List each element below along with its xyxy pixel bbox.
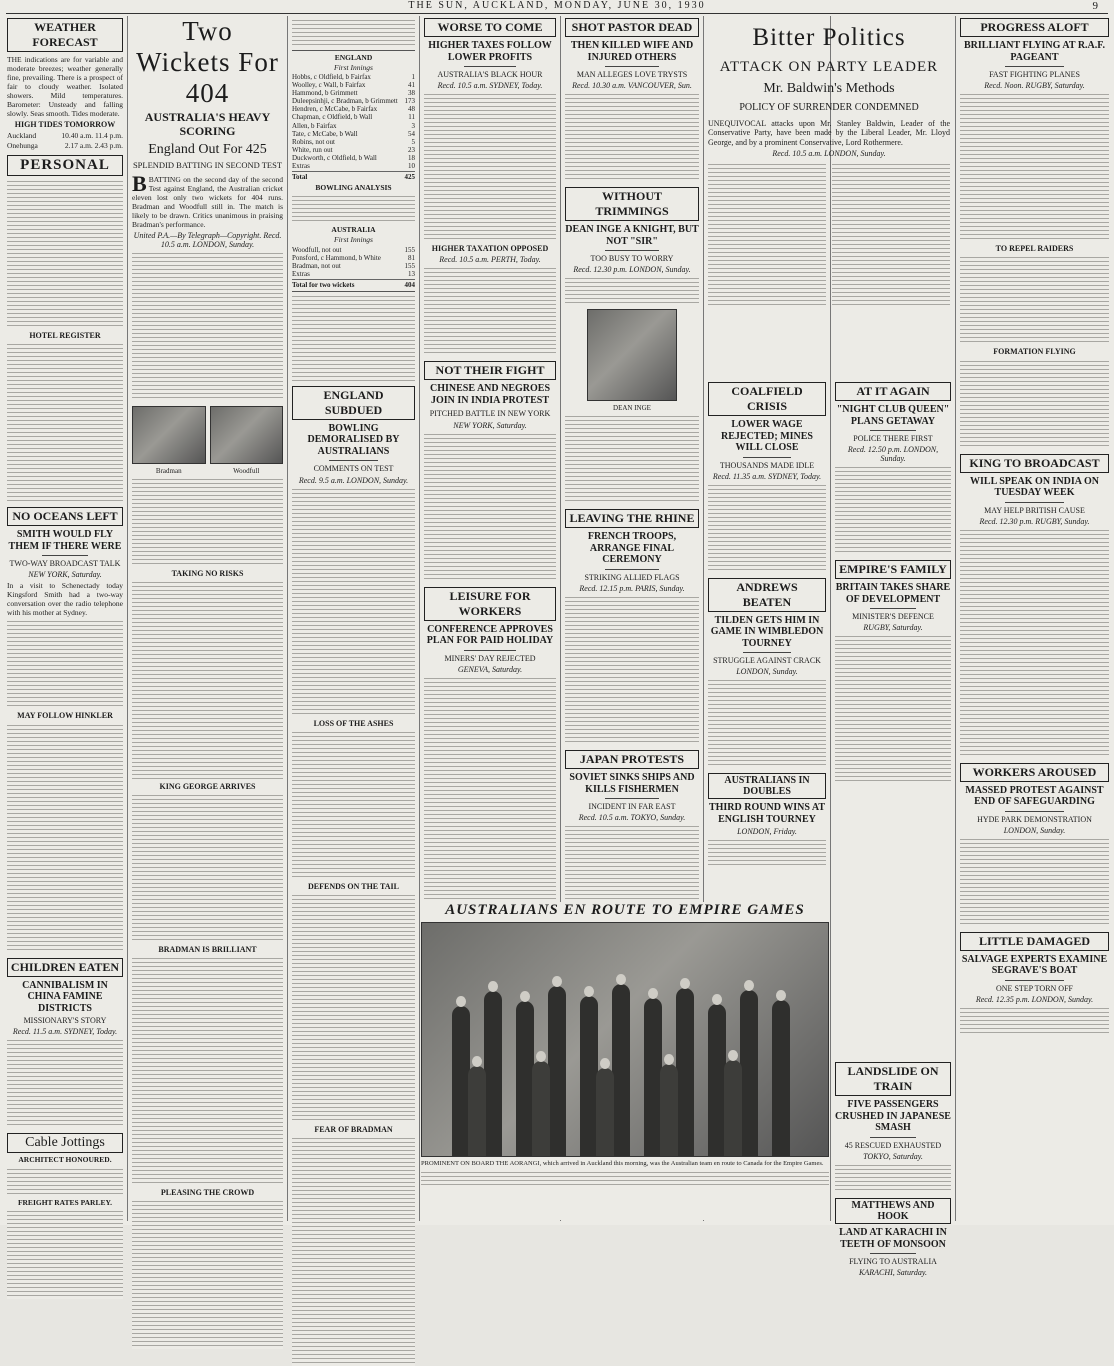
score-row: Duleepsinhji, c Bradman, b Grimmett 173 <box>292 97 415 106</box>
deck: LAND AT KARACHI IN TEETH OF MONSOON <box>839 1227 947 1250</box>
article-not-their-fight <box>424 361 556 581</box>
dateline: Recd. 12.30 p.m. RUGBY, Sunday. <box>979 516 1090 526</box>
deck: FRENCH TROOPS, ARRANGE FINAL CEREMONY <box>587 531 677 566</box>
illegible-text <box>960 255 1109 345</box>
article-no-oceans <box>7 507 123 952</box>
illegible-text <box>132 251 283 401</box>
headline: EMPIRE'S FAMILY <box>835 560 951 579</box>
column-6-left <box>705 380 829 837</box>
headline: JAPAN PROTESTS <box>565 750 699 769</box>
weather-forecast <box>7 18 123 150</box>
subhead: LOSS OF THE ASHES <box>313 718 394 728</box>
subhead: MAY FOLLOW HINKLER <box>17 711 113 721</box>
illegible-text <box>292 194 415 224</box>
illegible-text <box>132 477 283 567</box>
dateline: TOKYO, Saturday. <box>863 1152 923 1162</box>
subhead: THOUSANDS MADE IDLE <box>719 460 815 470</box>
personal-column <box>7 155 123 502</box>
article-andrews-beaten <box>708 578 826 769</box>
player-photos <box>132 403 283 475</box>
headline: LEAVING THE RHINE <box>565 509 699 528</box>
score-row: Allen, b Fairfax 3 <box>292 121 415 130</box>
article-japan-protests <box>565 750 699 914</box>
lead-paragraph: BBATTING on the second day of the second Test against England, the Australian cricket eleven lost only two wickets for 404 runs. Bradman and Woodfull still in. The match is likely to be drawn. Critics unanimous in praising Bradman's performance. <box>132 170 283 229</box>
subhead: TAKING NO RISKS <box>171 568 244 578</box>
deck: "NIGHT CLUB QUEEN" PLANS GETAWAY <box>836 404 950 427</box>
dateline: Recd. 10.5 a.m. TOKYO, Sunday. <box>578 813 686 823</box>
deck: TILDEN GETS HIM IN GAME IN WIMBLEDON TOURNEY <box>710 614 824 649</box>
article-little-damaged <box>960 932 1109 1036</box>
illegible-text <box>7 1209 123 1299</box>
score-row: Extras 10 <box>292 161 415 170</box>
tide-row: Auckland 10.40 a.m. 11.4 p.m. <box>7 131 123 141</box>
subhead: MINISTER'S DEFENCE <box>852 612 934 622</box>
headline: Two Wickets For 404 <box>136 16 279 109</box>
headline: WORKERS AROUSED <box>960 763 1109 782</box>
subhead: POLICE THERE FIRST <box>853 434 933 443</box>
deck: THIRD ROUND WINS AT ENGLISH TOURNEY <box>708 802 826 825</box>
illegible-text <box>835 634 951 784</box>
deck: DEAN INGE A KNIGHT, BUT NOT "SIR" <box>565 224 699 247</box>
photo-caption: Woodfull <box>233 466 260 475</box>
headline: Cable Jottings <box>7 1133 123 1153</box>
article-worse-to-come <box>424 18 556 356</box>
illegible-text <box>960 359 1109 449</box>
subhead: STRIKING ALLIED FLAGS <box>584 572 680 582</box>
subhead: MAY HELP BRITISH CAUSE <box>984 505 1085 515</box>
article-leisure <box>424 587 556 936</box>
deck: ATTACK ON PARTY LEADER <box>719 58 939 75</box>
deck: FIVE PASSENGERS CRUSHED IN JAPANESE SMASH <box>835 1099 951 1134</box>
deck: SMITH WOULD FLY THEM IF THERE WERE <box>8 529 122 552</box>
item-head: FREIGHT RATES PARLEY. <box>17 1197 113 1207</box>
team-photo <box>421 922 829 1157</box>
dateline: NEW YORK, Saturday. <box>453 420 527 430</box>
illegible-text <box>7 1167 123 1197</box>
page-number: 9 <box>1092 0 1100 12</box>
subhead: 45 RESCUED EXHAUSTED <box>844 1140 942 1150</box>
headline: AT IT AGAIN <box>835 382 951 401</box>
dateline: LONDON, Sunday. <box>1003 825 1066 835</box>
dean-inge-photo <box>587 309 677 401</box>
subhead: MISSIONARY'S STORY <box>23 1016 107 1025</box>
headline: LITTLE DAMAGED <box>960 932 1109 951</box>
dateline: Recd. 10.30 a.m. VANCOUVER, Sun. <box>572 81 692 91</box>
score-row: Duckworth, c Oldfield, b Wall 18 <box>292 153 415 162</box>
score-row: Woolley, c Wall, b Fairfax 41 <box>292 81 415 90</box>
score-row: Hammond, b Grimmett 38 <box>292 89 415 98</box>
headline: PROGRESS ALOFT <box>960 18 1109 37</box>
dateline: Recd. 10.5 a.m. PERTH, Today. <box>439 255 541 265</box>
subhead: FLYING TO AUSTRALIA <box>849 1257 937 1267</box>
article-at-it-again <box>835 382 951 555</box>
dateline: United P.A.—By Telegraph—Copyright. Recd. 10.5 a.m. LONDON, Sunday. <box>133 230 282 249</box>
subhead: MINERS' DAY REJECTED <box>444 653 536 663</box>
headline: MATTHEWS AND HOOK <box>835 1198 951 1224</box>
deck: BRILLIANT FLYING AT R.A.F. PAGEANT <box>964 40 1105 63</box>
subhead: FEAR OF BRADMAN <box>314 1125 393 1135</box>
dateline: Recd. 9.5 a.m. LONDON, Sunday. <box>298 475 409 485</box>
column-2 <box>129 16 286 1221</box>
illegible-text <box>565 824 699 914</box>
illegible-text <box>835 465 951 555</box>
subhead: FORMATION FLYING <box>993 347 1076 357</box>
article-two-wickets <box>132 16 283 1349</box>
score-row: Bradman, not out 155 <box>292 261 415 270</box>
score-rows <box>292 73 415 170</box>
personal-heading: PERSONAL <box>7 155 123 176</box>
masthead-rule <box>6 13 1108 14</box>
subhead: AUSTRALIA'S BLACK HOUR <box>437 70 543 79</box>
illegible-text <box>832 162 950 307</box>
illegible-text <box>421 1170 829 1186</box>
deck: England Out For 425 <box>148 141 267 157</box>
dateline: KARACHI, Saturday. <box>859 1268 927 1278</box>
dateline: RUGBY, Saturday. <box>863 623 923 633</box>
illegible-text <box>7 179 123 329</box>
deck: CANNIBALISM IN CHINA FAMINE DISTRICTS <box>22 979 108 1014</box>
article-without-trimmings <box>565 187 699 504</box>
weather-heading: WEATHER FORECAST <box>7 18 123 52</box>
article-workers-aroused <box>960 763 1109 927</box>
article-leaving-rhine <box>565 509 699 745</box>
illegible-text <box>292 294 415 384</box>
score-row: Woodfull, not out 155 <box>292 245 415 254</box>
illegible-text <box>565 276 699 306</box>
subhead: POLICY OF SURRENDER CONDEMNED <box>739 102 919 114</box>
deck: LOWER WAGE REJECTED; MINES WILL CLOSE <box>721 419 813 453</box>
illegible-text <box>132 793 283 943</box>
subhead: FAST FIGHTING PLANES <box>989 70 1080 79</box>
subhead: MAN ALLEGES LOVE TRYSTS <box>576 70 688 79</box>
cable-jottings <box>7 1133 123 1299</box>
bradman-photo <box>132 406 206 464</box>
illegible-text <box>708 838 826 868</box>
column-rule <box>419 16 420 1221</box>
dateline: Recd. 10.5 a.m. SYDNEY, Today. <box>437 81 543 91</box>
headline: Bitter Politics <box>752 24 906 51</box>
dateline: Recd. 12.50 p.m. LONDON, Sunday. <box>847 445 939 464</box>
dateline: GENEVA, Saturday. <box>457 664 523 674</box>
item-head: ARCHITECT HONOURED. <box>18 1155 112 1165</box>
masthead <box>0 0 1114 12</box>
deck: SALVAGE EXPERTS EXAMINE SEGRAVE'S BOAT <box>961 953 1108 977</box>
tides-heading: HIGH TIDES TOMORROW <box>14 120 116 129</box>
dateline: Recd. 11.5 a.m. SYDNEY, Today. <box>12 1027 118 1037</box>
headline: ANDREWS BEATEN <box>708 578 826 612</box>
deck: BOWLING DEMORALISED BY AUSTRALIANS <box>307 422 400 457</box>
subhead: BRADMAN IS BRILLIANT <box>158 944 257 954</box>
empire-games-feature <box>421 902 829 1220</box>
illegible-text <box>708 483 826 573</box>
dateline: Recd. Noon. RUGBY, Saturday. <box>984 81 1085 91</box>
subhead: KING GEORGE ARRIVES <box>159 781 256 791</box>
article-england-subdued <box>292 386 415 1366</box>
subhead: ONE STEP TORN OFF <box>996 983 1073 993</box>
dateline: LONDON, Friday. <box>737 827 797 837</box>
score-total: Total for two wickets 404 <box>292 280 415 289</box>
lead-paragraph: In a visit to Schenectady today Kingsford Smith had a two-way conversation over the radio telephone with his mother at Sydney. <box>7 581 123 618</box>
illegible-text <box>424 676 556 936</box>
column-rule <box>287 16 288 1221</box>
column-6-top <box>705 16 953 376</box>
dateline: Recd. 12.35 p.m. LONDON, Sunday. <box>975 995 1094 1005</box>
photo-caption: DEAN INGE <box>613 404 651 413</box>
column-1 <box>4 16 126 1221</box>
subhead: COMMENTS ON TEST <box>313 464 394 474</box>
dateline: LONDON, Sunday. <box>736 667 798 677</box>
article-bitter-politics <box>708 24 950 309</box>
headline: LANDSLIDE ON TRAIN <box>835 1062 951 1096</box>
illegible-text <box>132 1199 283 1349</box>
illegible-text <box>292 730 415 880</box>
headline: NO OCEANS LEFT <box>7 507 123 526</box>
article-coalfield <box>708 382 826 573</box>
column-7 <box>957 16 1112 1221</box>
headline: CHILDREN EATEN <box>7 958 123 977</box>
illegible-text <box>292 893 415 1123</box>
illegible-text <box>424 266 556 356</box>
innings-label: First Innings <box>334 235 373 245</box>
illegible-text <box>7 619 123 709</box>
illegible-text <box>424 432 556 582</box>
illegible-text <box>424 92 556 242</box>
feature-banner: AUSTRALIANS EN ROUTE TO EMPIRE GAMES <box>445 902 805 918</box>
illegible-text <box>835 1163 951 1193</box>
illegible-text <box>292 18 415 48</box>
score-row: Chapman, c Oldfield, b Wall 11 <box>292 113 415 122</box>
score-row: Tate, c McCabe, b Wall 54 <box>292 129 415 138</box>
headline: NOT THEIR FIGHT <box>424 361 556 380</box>
subhead: HIGHER TAXATION OPPOSED <box>431 244 549 254</box>
photo-caption: PROMINENT ON BOARD THE AORANGI, which arrived in Auckland this morning, was the Australian team en route to Canada for the Empire Games. <box>421 1160 824 1167</box>
illegible-text <box>132 580 283 780</box>
deck: THEN KILLED WIFE AND INJURED OTHERS <box>570 40 694 63</box>
score-row: Hobbs, c Oldfield, b Fairfax 1 <box>292 73 415 82</box>
illegible-text <box>565 595 699 745</box>
deck: WILL SPEAK ON INDIA ON TUESDAY WEEK <box>970 475 1099 499</box>
subhead: STRUGGLE AGAINST CRACK <box>713 656 821 666</box>
subhead: TO REPEL RAIDERS <box>995 244 1074 254</box>
column-3 <box>289 16 418 1221</box>
headline: LEISURE FOR WORKERS <box>424 587 556 621</box>
woodfull-photo <box>210 406 284 464</box>
headline: AUSTRALIANS IN DOUBLES <box>708 773 826 799</box>
column-rule <box>955 16 956 1221</box>
deck: MASSED PROTEST AGAINST END OF SAFEGUARDING <box>965 784 1104 808</box>
deck: AUSTRALIA'S HEAVY SCORING <box>144 110 271 138</box>
deck: BRITAIN TAKES SHARE OF DEVELOPMENT <box>835 582 951 605</box>
subhead: HYDE PARK DEMONSTRATION <box>977 814 1092 824</box>
lead-paragraph: UNEQUIVOCAL attacks upon Mr. Stanley Baldwin, Leader of the Conservative Party, have been made by the Liberal Leader, Mr. Lloyd George, and by a prominent Conservative, Lord Rothermere. <box>708 118 950 147</box>
deck: SOVIET SINKS SHIPS AND KILLS FISHERMEN <box>569 772 695 795</box>
illegible-text <box>960 837 1109 927</box>
illegible-text <box>132 956 283 1186</box>
article-king-broadcast <box>960 454 1109 758</box>
article-doubles <box>708 773 826 868</box>
deck: CHINESE AND NEGROES JOIN IN INDIA PROTEST <box>429 383 551 406</box>
column-rule <box>127 16 128 1221</box>
subhead: TWO-WAY BROADCAST TALK <box>9 559 121 569</box>
illegible-text <box>708 162 826 307</box>
illegible-text <box>292 1136 415 1366</box>
article-empire-family <box>835 560 951 784</box>
dateline: NEW YORK, Saturday. <box>28 570 102 580</box>
dateline: Recd. 10.5 a.m. LONDON, Sunday. <box>772 149 886 159</box>
tide-row: Onehunga 2.17 a.m. 2.43 p.m. <box>7 140 123 150</box>
illegible-text <box>960 92 1109 242</box>
illegible-text <box>565 92 699 182</box>
team-title: ENGLAND <box>334 53 373 62</box>
deck: HIGHER TAXES FOLLOW LOWER PROFITS <box>428 40 552 63</box>
headline: ENGLAND SUBDUED <box>292 386 415 420</box>
score-row: Hendren, c McCabe, b Fairfax 48 <box>292 105 415 114</box>
hotel-heading: HOTEL REGISTER <box>29 330 101 340</box>
headline: WITHOUT TRIMMINGS <box>565 187 699 221</box>
score-rows <box>292 246 415 278</box>
headline: SHOT PASTOR DEAD <box>565 18 699 37</box>
illegible-text <box>7 723 123 953</box>
tide-table <box>7 131 123 150</box>
score-row: Ponsford, c Hammond, b White 81 <box>292 253 415 262</box>
scoreboard <box>292 50 415 292</box>
article-pastor <box>565 18 699 182</box>
dateline: Recd. 12.30 p.m. LONDON, Sunday. <box>573 265 691 275</box>
illegible-text <box>708 678 826 768</box>
illegible-text <box>292 487 415 717</box>
article-progress-aloft <box>960 18 1109 449</box>
score-row: Robins, not out 5 <box>292 137 415 146</box>
deck: CONFERENCE APPROVES PLAN FOR PAID HOLIDAY <box>426 623 554 647</box>
article-landslide <box>835 1062 951 1193</box>
score-total: Total 425 <box>292 172 415 181</box>
illegible-text <box>960 528 1109 758</box>
subhead: PLEASING THE CROWD <box>160 1188 255 1198</box>
photo-caption: Bradman <box>155 466 182 475</box>
score-row: Extras 13 <box>292 269 415 278</box>
weather-text: THE indications are for variable and moderate breezes; weather generally fine, prevailing. There is a prospect of fair to cloudy weather. Isolated showers. Mild temperatures. Barometer: Unsteady and falling slowly. Seas smooth. Tides moderate. <box>7 55 123 118</box>
innings-label: First Innings <box>334 62 373 72</box>
column-5 <box>562 16 702 834</box>
subhead: INCIDENT IN FAR EAST <box>588 802 676 812</box>
masthead-title: THE SUN, AUCKLAND, MONDAY, JUNE 30, 1930 <box>408 0 706 11</box>
subhead: PITCHED BATTLE IN NEW YORK <box>429 409 551 419</box>
headline: COALFIELD CRISIS <box>708 382 826 416</box>
deck: Mr. Baldwin's Methods <box>763 81 895 96</box>
headline: WORSE TO COME <box>424 18 556 37</box>
illegible-text <box>565 414 699 504</box>
team-title: AUSTRALIA <box>331 225 376 235</box>
subhead: TOO BUSY TO WORRY <box>590 254 674 264</box>
subhead: DEFENDS ON THE TAIL <box>308 881 399 891</box>
dateline: Recd. 12.15 p.m. PARIS, Sunday. <box>579 584 685 594</box>
illegible-text <box>7 1038 123 1128</box>
headline: KING TO BROADCAST <box>960 454 1109 473</box>
column-6-right <box>832 380 954 1278</box>
article-matthews-hook <box>835 1198 951 1277</box>
subhead: SPLENDID BATTING IN SECOND TEST <box>132 159 283 170</box>
illegible-text <box>7 342 123 502</box>
bowling-title: BOWLING ANALYSIS <box>315 182 392 192</box>
illegible-text <box>960 1006 1109 1036</box>
article-children-eaten <box>7 958 123 1129</box>
dateline: Recd. 11.35 a.m. SYDNEY, Today. <box>712 471 822 481</box>
score-row: White, run out 23 <box>292 145 415 154</box>
